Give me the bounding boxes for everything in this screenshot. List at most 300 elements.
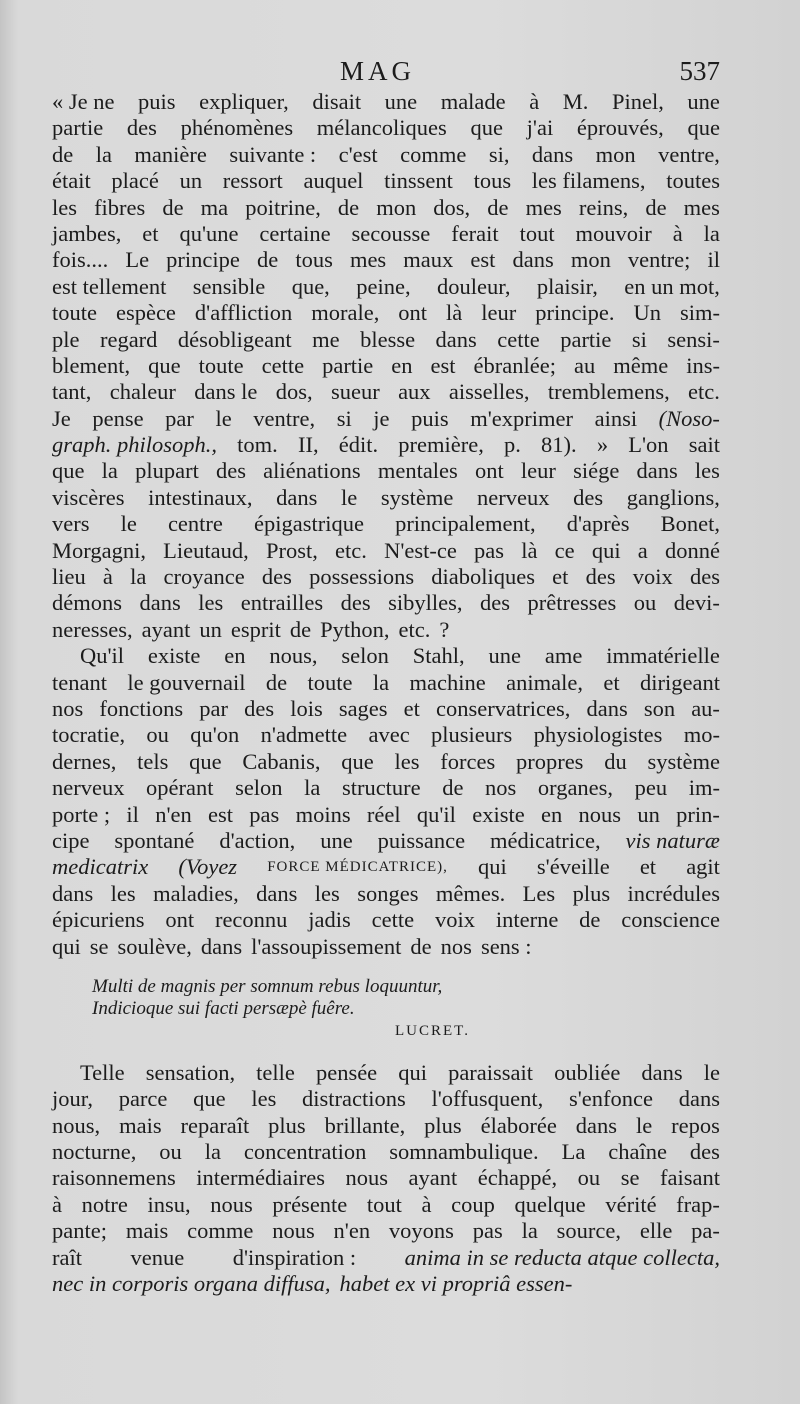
word: était <box>52 168 91 194</box>
page-header <box>52 56 720 92</box>
word: plupart <box>135 458 199 484</box>
text-line <box>52 907 720 933</box>
word: tant, <box>52 379 92 405</box>
word: reparaît <box>180 1112 250 1138</box>
word: il <box>126 801 139 827</box>
word: lois <box>290 695 323 721</box>
word: « Je ne <box>52 89 115 114</box>
text-line <box>52 696 720 722</box>
word: les filamens, <box>531 168 646 194</box>
word: leur <box>481 300 517 326</box>
word: aliénations <box>263 458 361 484</box>
word: maux <box>403 247 454 273</box>
word: de <box>52 141 74 167</box>
word: nous <box>345 1165 388 1191</box>
text-line <box>52 115 720 141</box>
text-line <box>52 353 720 379</box>
word: a <box>637 537 648 563</box>
word: esprit <box>230 616 281 642</box>
word: à <box>102 564 113 590</box>
text-line <box>52 1139 720 1165</box>
word: dans <box>200 933 243 959</box>
text-line <box>52 1060 720 1086</box>
word: de <box>337 194 360 220</box>
word: poitrine, <box>245 194 321 220</box>
word: neresses, <box>52 616 133 642</box>
word: dans <box>678 1086 720 1112</box>
word: m'exprimer <box>470 405 573 431</box>
word: les <box>314 880 340 906</box>
word: » <box>596 432 609 458</box>
word: puis <box>411 405 449 431</box>
word: ou <box>146 722 169 748</box>
word: et <box>552 564 569 590</box>
word: mélancoliques <box>316 115 447 141</box>
word: au <box>574 352 596 378</box>
word: des <box>689 564 720 590</box>
text-line <box>52 1271 720 1297</box>
word: présente <box>272 1191 348 1217</box>
text-line <box>52 564 720 590</box>
word: fibres <box>94 194 146 220</box>
word: les <box>394 748 420 774</box>
word: secousse <box>351 220 431 246</box>
word: de <box>289 616 312 642</box>
word: ventre, <box>253 405 316 431</box>
word: fois.... <box>52 247 109 273</box>
word: ganglions, <box>626 484 720 510</box>
word: comme <box>400 141 467 167</box>
word: sages <box>338 695 388 721</box>
word: venue <box>130 1244 185 1270</box>
word: tels <box>137 748 169 774</box>
word: échappé, <box>477 1165 558 1191</box>
word: pensée <box>315 1059 378 1085</box>
word: nos <box>485 775 517 801</box>
word: se <box>89 933 109 959</box>
word: je <box>373 405 390 431</box>
word: que <box>341 748 374 774</box>
word: des <box>480 590 511 616</box>
word: ont <box>165 907 195 933</box>
word: jambes, <box>52 220 122 246</box>
word: réel <box>366 801 401 827</box>
word: Morgagni, <box>52 537 146 563</box>
word: selon <box>341 643 389 669</box>
word: entrailles <box>240 590 324 616</box>
word: en un mot, <box>624 273 720 299</box>
word: nos <box>440 933 472 959</box>
word: paraissait <box>448 1059 534 1085</box>
word: pante; <box>52 1218 107 1244</box>
word: les <box>198 590 224 616</box>
word: mais <box>125 1218 169 1244</box>
word: partie <box>52 115 104 141</box>
word: phénomènes <box>180 115 294 141</box>
text-line <box>52 1192 720 1218</box>
word: que <box>189 748 222 774</box>
word: organes, <box>537 775 614 801</box>
word: Le <box>125 247 150 273</box>
word: que <box>193 1086 226 1112</box>
word: viscères <box>52 484 125 510</box>
word: chaîne <box>608 1139 667 1165</box>
word: dans <box>139 590 181 616</box>
word: animale, <box>506 669 583 695</box>
text-line <box>52 828 720 854</box>
word: dans <box>512 247 554 273</box>
word: ou <box>159 1139 182 1165</box>
word: Cabanis, <box>242 748 321 774</box>
word: des <box>244 695 275 721</box>
word: tinssent <box>384 168 453 194</box>
word: par <box>165 405 194 431</box>
word: Les <box>522 880 556 906</box>
word: mon <box>595 141 636 167</box>
word: ébranlée; <box>473 352 556 378</box>
word: interne <box>495 907 559 933</box>
word: dirigeant <box>640 669 720 695</box>
word: maladies, <box>153 880 239 906</box>
word: de <box>645 194 667 220</box>
word: Qu'il <box>80 643 125 669</box>
word: est <box>208 801 234 827</box>
word: que <box>52 458 85 484</box>
word: un <box>199 616 222 642</box>
word: Prost, <box>265 537 318 563</box>
word: moins <box>295 801 351 827</box>
word: sait <box>688 432 720 458</box>
word: plaisir, <box>536 273 598 299</box>
word: intermédiaires <box>196 1165 325 1191</box>
word: mo- <box>683 722 720 748</box>
word: elle <box>639 1218 673 1244</box>
word: certaine <box>259 220 331 246</box>
word: d'affliction <box>194 300 293 326</box>
word: Python, <box>320 616 390 642</box>
word: peu <box>634 775 668 801</box>
word: FORCE MÉDICATRICE), <box>267 859 448 876</box>
word: des <box>689 1139 720 1165</box>
word: etc. <box>398 616 431 642</box>
word: dans <box>256 880 298 906</box>
word: partie <box>560 326 612 352</box>
word: la <box>521 1218 538 1244</box>
word: une <box>488 643 521 669</box>
word: faisant <box>659 1165 720 1191</box>
word: quelque <box>514 1191 586 1217</box>
word: qu'une <box>179 220 239 246</box>
word: par <box>199 695 228 721</box>
word: siége <box>573 458 620 484</box>
word: (Noso- <box>658 405 720 431</box>
word: ventre, <box>658 141 720 167</box>
word: auquel <box>303 168 364 194</box>
word: les <box>52 194 77 220</box>
text-line <box>52 89 720 115</box>
word: pas <box>472 1218 503 1244</box>
running-head: MAG <box>340 56 416 86</box>
word: en <box>224 643 246 669</box>
word: là <box>521 537 538 563</box>
word: de <box>410 933 432 959</box>
word: qui <box>591 537 621 563</box>
word: blesse <box>360 326 416 352</box>
word: les <box>251 1086 277 1112</box>
word: voyons <box>388 1218 454 1244</box>
text-line <box>52 485 720 511</box>
word: est tellement <box>52 273 167 299</box>
word: pa- <box>691 1218 720 1244</box>
word: disait <box>312 89 362 114</box>
word: tenant <box>52 669 107 695</box>
word: une <box>320 827 353 853</box>
word: mes <box>525 194 562 220</box>
word: nec in corporis organa diffusa, <box>52 1271 331 1297</box>
word: dans <box>52 880 94 906</box>
text-line <box>52 1218 720 1244</box>
word: plus <box>268 1112 306 1138</box>
word: et <box>403 695 420 721</box>
word: nous <box>210 1191 253 1217</box>
word: mes <box>349 247 387 273</box>
word: spontané <box>114 827 195 853</box>
word: ple <box>52 326 80 352</box>
word: fonctions <box>99 695 184 721</box>
word: telle <box>256 1059 295 1085</box>
word: démons <box>52 590 122 616</box>
word: graph. philosoph., <box>52 432 218 458</box>
verse-line-2: Indicioque sui facti persæpè fuêre. <box>92 997 355 1019</box>
word: désobligeant <box>177 326 292 352</box>
word: à <box>421 1191 432 1217</box>
word: qui <box>478 854 507 880</box>
word: selon <box>235 775 283 801</box>
word: principe <box>166 247 240 273</box>
word: la <box>130 564 147 590</box>
word: la <box>703 220 720 246</box>
verse-author: LUCRET. <box>395 1022 470 1039</box>
word: N'est-ce <box>384 537 457 563</box>
word: de <box>256 247 279 273</box>
word: la <box>372 669 390 695</box>
word: qu'on <box>190 722 240 748</box>
text-line <box>52 274 720 300</box>
text-line <box>52 643 720 669</box>
word: somnambulique. <box>389 1139 539 1165</box>
word: ou <box>633 590 657 616</box>
word: tous <box>473 168 512 194</box>
text-line <box>52 670 720 696</box>
word: d'action, <box>219 827 296 853</box>
word: etc. <box>335 537 367 563</box>
paragraph-1 <box>52 89 720 643</box>
text-line <box>52 934 720 960</box>
word: épigastrique <box>254 511 364 537</box>
text-line <box>52 538 720 564</box>
text-line <box>52 406 720 432</box>
word: Pinel, <box>611 89 664 114</box>
word: reins, <box>578 194 629 220</box>
word: brillante, <box>324 1112 406 1138</box>
word: mêmes. <box>435 880 506 906</box>
word: puis <box>138 89 176 114</box>
word: dos, <box>433 194 471 220</box>
text-line <box>52 1165 720 1191</box>
text-line <box>52 617 720 643</box>
text-line <box>52 881 720 907</box>
body-text <box>52 89 720 1297</box>
word: le <box>341 484 358 510</box>
text-line <box>52 195 720 221</box>
word: notre <box>81 1191 128 1217</box>
word: toute <box>52 300 97 326</box>
text-line <box>52 590 720 616</box>
word: tom. <box>237 432 278 458</box>
word: l'offusquent, <box>431 1086 544 1112</box>
word: cette <box>261 352 305 378</box>
word: dos, <box>275 379 313 405</box>
word: mouvoir <box>575 220 652 246</box>
word: mentales <box>377 458 458 484</box>
word: Je <box>52 405 71 431</box>
text-line <box>52 300 720 326</box>
word: ayant <box>408 1165 458 1191</box>
word: vis naturæ <box>625 827 720 853</box>
word: placé <box>111 168 159 194</box>
word: medicatrix <box>52 854 149 880</box>
word: tous <box>295 247 333 273</box>
word: dans <box>435 326 477 352</box>
word: pas <box>249 801 280 827</box>
word: dernes, <box>52 748 117 774</box>
word: et <box>639 854 657 880</box>
word: puissance <box>377 827 466 853</box>
word: des <box>261 564 292 590</box>
word: voix <box>434 907 475 933</box>
word: agit <box>686 854 720 880</box>
word: p. <box>504 432 521 458</box>
word: raisonnemens <box>52 1165 176 1191</box>
word: prin- <box>676 801 720 827</box>
word: du <box>604 748 627 774</box>
word: II, <box>297 432 319 458</box>
word: toute <box>198 352 244 378</box>
word: Telle <box>80 1059 125 1085</box>
text-line <box>52 379 720 405</box>
word: là <box>446 300 463 326</box>
text-line <box>52 458 720 484</box>
word: s'enfonce <box>568 1086 653 1112</box>
word: 81). <box>541 432 577 458</box>
word: peine, <box>356 273 411 299</box>
word: oubliée <box>554 1059 621 1085</box>
word: lieu <box>52 564 86 590</box>
paragraph-2 <box>52 643 720 960</box>
verse-quotation <box>52 976 720 1044</box>
word: vérité <box>605 1191 657 1217</box>
text-line <box>52 1245 720 1271</box>
word: Lieutaud, <box>163 537 249 563</box>
word: et <box>142 220 159 246</box>
word: le gouvernail <box>127 669 246 695</box>
word: un <box>637 801 660 827</box>
word: dans <box>586 695 628 721</box>
word: mon <box>376 194 417 220</box>
word: ins- <box>686 352 720 378</box>
word: toutes <box>666 168 720 194</box>
text-line <box>52 142 720 168</box>
word: coup <box>451 1191 495 1217</box>
word: diaboliques <box>431 564 535 590</box>
word: médicatrice, <box>490 827 601 853</box>
word: pense <box>92 405 144 431</box>
word: s'éveille <box>536 854 610 880</box>
word: d'inspiration : <box>232 1244 357 1270</box>
word: n'en <box>333 1218 371 1244</box>
word: le <box>215 405 232 431</box>
word: espèce <box>115 300 176 326</box>
word: n'admette <box>260 722 348 748</box>
word: plus <box>572 880 611 906</box>
word: douleur, <box>437 273 511 299</box>
word: les <box>110 880 136 906</box>
word: distractions <box>302 1086 406 1112</box>
word: si <box>336 405 352 431</box>
word: nerveux <box>477 484 550 510</box>
word: ventre; <box>627 247 691 273</box>
word: dans <box>636 458 678 484</box>
word: les <box>694 458 720 484</box>
word: avec <box>368 722 410 748</box>
word: intestinaux, <box>148 484 253 510</box>
word: vers <box>52 511 90 537</box>
word: de <box>487 194 509 220</box>
word: source, <box>556 1218 622 1244</box>
text-line <box>52 247 720 273</box>
word: nos <box>52 695 84 721</box>
word: ressort <box>222 168 283 194</box>
paragraph-3 <box>52 1060 720 1298</box>
page-number: 537 <box>679 56 720 86</box>
word: système <box>647 748 720 774</box>
word: voix <box>632 564 673 590</box>
word: ont <box>474 458 504 484</box>
word: tout <box>519 220 555 246</box>
word: ame <box>544 643 583 669</box>
word: des <box>126 115 157 141</box>
word: la <box>204 1139 221 1165</box>
word: cette <box>371 907 415 933</box>
word: donné <box>664 537 720 563</box>
word: M. <box>562 89 589 114</box>
word: existe <box>472 801 525 827</box>
word: en <box>391 352 413 378</box>
word: repos <box>671 1112 720 1138</box>
word: prêtresses <box>527 590 617 616</box>
word: des <box>216 458 246 484</box>
text-line <box>52 511 720 537</box>
word: ainsi <box>594 405 638 431</box>
word: malade <box>440 89 506 114</box>
word: ferait <box>451 220 499 246</box>
word: la <box>95 141 112 167</box>
word: le <box>635 1112 653 1138</box>
word: que <box>470 115 503 141</box>
word: Bonet, <box>660 511 720 537</box>
word: système <box>380 484 454 510</box>
word: nerveux <box>52 775 125 801</box>
